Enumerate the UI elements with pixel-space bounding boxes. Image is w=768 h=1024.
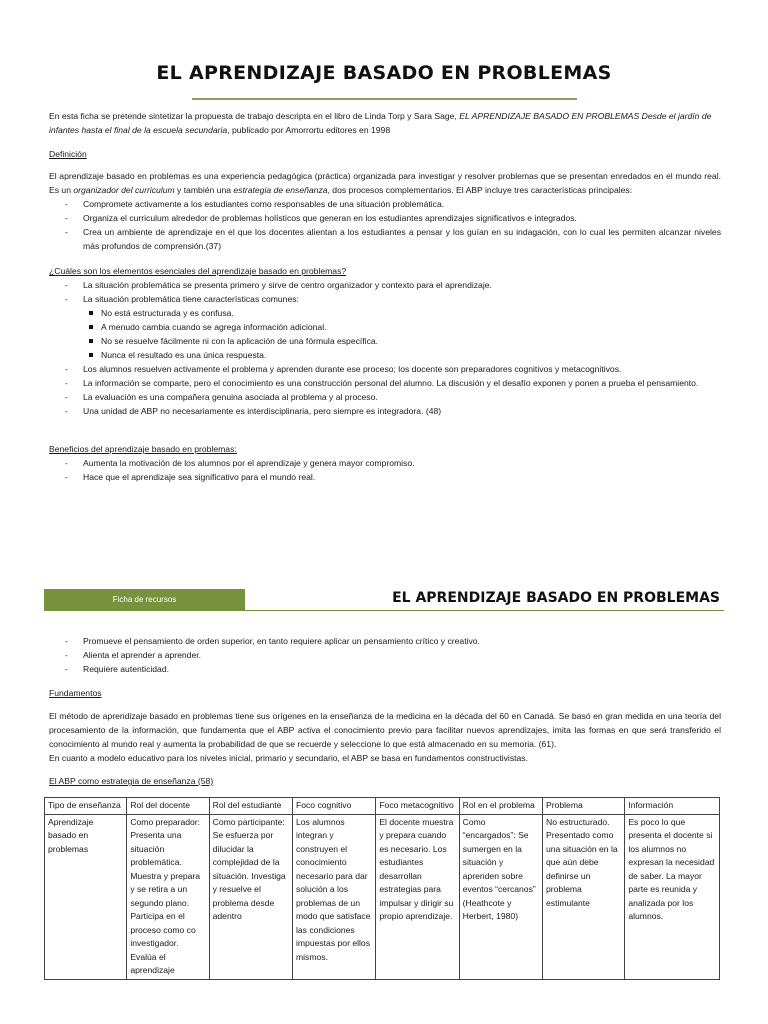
list-item: - Una unidad de ABP no necesariamente es interdisciplinaria, pero siempre es integradora. (48) [49,404,721,418]
page-title: EL APRENDIZAJE BASADO EN PROBLEMAS [156,62,612,84]
list-item: - La evaluación es una compañera genuina asociada al problema y al proceso. [49,390,721,404]
intro-book-title: EL APRENDIZAJE BASADO EN PROBLEMAS Desde el jardín de infantes hasta el final de la escuela secundaria [49,111,712,135]
beneficios-heading: Beneficios del aprendizaje basado en problemas: [49,444,237,454]
table-header-cell: Información [625,798,720,815]
table-cell: Como preparador: Presenta una situación problemática. Muestra y prepara y se retira a un segundo plano. Participa en el proceso como co investigador. Evalúa el aprendizaje [127,814,209,979]
banner-divider [44,610,724,611]
definicion-text-a: El aprendizaje basado en problemas es una experiencia pedagógica (práctica) organizada para investigar y resolver problemas que se presentan enredados en el mundo real. Es un [49,171,721,195]
intro-paragraph [49,109,721,137]
list-item: - Los alumnos resuelven activamente el problema y aprenden durante ese proceso; los docente son preparadores cognitivos y metacognitivos. [49,362,721,376]
beneficios-section [49,456,721,484]
elementos-list-continued [49,362,721,418]
table-cell: El docente muestra y prepara cuando es necesario. Los estudiantes desarrollan estrategias para impulsar y dirigir su propio aprendizaje. [376,814,459,979]
definicion-section [49,169,721,253]
estrategia-table [44,797,720,980]
definicion-heading: Definición [49,149,87,159]
table-header-cell: Problema [543,798,625,815]
list-item: - La información se comparte, pero el conocimiento es una construcción personal del alumno. La discusión y el desafío exponen y ponen a prueba el pensamiento. [49,376,721,390]
list-item: - Aumenta la motivación de los alumnos por el aprendizaje y genera mayor compromiso. [49,456,721,470]
list-item: - Compromete activamente a los estudiantes como responsables de una situación problemática. [49,197,721,211]
page2-list [49,634,721,676]
list-item: - Organiza el curriculum alrededor de problemas holísticos que generan en los estudiantes aprendizajes significativos e integrados. [49,211,721,225]
table-cell: No estructurado. Presentado como una situación en la que aún debe definirse un problema estimulante [543,814,625,979]
elementos-heading: ¿Cuáles son los elementos esenciales del aprendizaje basado en problemas? [49,266,347,276]
table-cell: Como participante: Se esfuerza por dilucidar la complejidad de la situación. Investiga y resuelve el problema desde adentro [209,814,292,979]
fundamentos-paragraph-1: El método de aprendizaje basado en problemas tiene sus orígenes en la enseñanza de la medicina en la década del 60 en Canadá. Se basó en gran medida en una teoría del procesamiento de la información, que fundamenta que el ABP activa el conocimiento previo para facilitar nuevos aprendizajes, imita las formas en que será transferido el conocimiento al mundo real y aumenta la probabilidad de que se recuerde y seleccione lo que está almacenado en su memoria. (61). [49,711,721,749]
definicion-paragraph [49,169,721,197]
table-header-cell: Foco metacognitivo [376,798,459,815]
definicion-italic-1: organizador del curriculum [73,185,175,195]
elementos-section [49,278,721,418]
sub-list-item: A menudo cambia cuando se agrega información adicional. [49,320,721,334]
table-header-cell: Rol del estudiante [209,798,292,815]
table-cell: Es poco lo que presenta el docente si los alumnos no expresan la necesidad de saber. La mayor parte es reunida y analizada por los alumnos. [625,814,720,979]
elementos-sublist [49,306,721,362]
list-item: - Promueve el pensamiento de orden superior, en tanto requiere aplicar un pensamiento crítico y creativo. [49,634,721,648]
beneficios-list [49,456,721,484]
table-header-cell: Rol en el problema [459,798,542,815]
sub-list-item: Nunca el resultado es una única respuesta. [49,348,721,362]
definicion-italic-2: estrategia de enseñanza [233,185,328,195]
definicion-text-c: , dos procesos complementarios. El ABP incluye tres características principales: [327,185,633,195]
definicion-list [49,197,721,253]
table-cell: Los alumnos integran y construyen el conocimiento necesario para dar solución a los problemas de un modo que satisface las condiciones impuestas por ellos mismos. [292,814,375,979]
page2-list-section [49,634,721,676]
list-item: - La situación problemática tiene características comunes: [49,292,721,306]
list-item: - La situación problemática se presenta primero y sirve de centro organizador y contexto para el aprendizaje. [49,278,721,292]
list-item: - Hace que el aprendizaje sea significativo para el mundo real. [49,470,721,484]
table-header-cell: Foco cognitivo [292,798,375,815]
table-row [45,814,720,979]
table-cell: Como “encargados”: Se sumergen en la situación y aprenden sobre eventos “cercanos” (Heathcote y Herbert, 1980) [459,814,542,979]
list-item: - Alienta el aprender a aprender. [49,648,721,662]
fundamentos-section [49,709,721,765]
estrategia-heading: El ABP como estrategia de enseñanza (58) [49,776,214,786]
list-item: - Requiere autenticidad. [49,662,721,676]
title-divider [192,98,577,100]
definicion-text-b: y también una [174,185,234,195]
ficha-banner: Ficha de recursos [44,589,245,610]
intro-text-b: , publicado por Amorrortu editores en 1998 [227,125,391,135]
table-header-row [45,798,720,815]
fundamentos-paragraph-2: En cuanto a modelo educativo para los niveles inicial, primario y secundario, el ABP se basa en fundamentos constructivistas. [49,753,528,763]
table-header-cell: Tipo de enseñanza [45,798,127,815]
page2-title: EL APRENDIZAJE BASADO EN PROBLEMAS [392,590,720,606]
sub-list-item: No se resuelve fácilmente ni con la aplicación de una fórmula específica. [49,334,721,348]
table-cell: Aprendizaje basado en problemas [45,814,127,979]
intro-text-a: En esta ficha se pretende sintetizar la propuesta de trabajo descripta en el libro de Linda Torp y Sara Sage, [49,111,460,121]
list-item: - Crea un ambiente de aprendizaje en el que los docentes alientan a los estudiantes a pensar y los guían en su indagación, con lo cual les permiten alcanzar niveles más profundos de comprensión.(37) [49,225,721,253]
fundamentos-heading: Fundamentos [49,688,102,698]
table-header-cell: Rol del docente [127,798,209,815]
sub-list-item: No está estructurada y es confusa. [49,306,721,320]
elementos-list [49,278,721,306]
